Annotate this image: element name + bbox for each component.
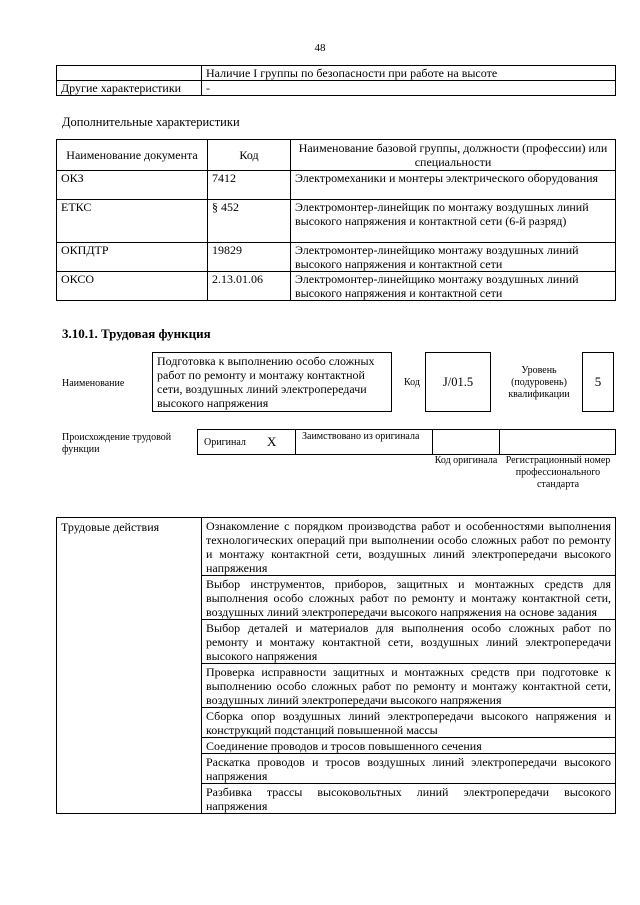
cell-name: Электромеханики и монтеры электрического оборудования [291,171,616,200]
name-label: Наименование [62,378,125,389]
labor-action-item: Выбор деталей и материалов для выполнения особо сложных работ по ремонту и монтажу контактной сети, воздушных линий электропередачи высокого напряжения [202,620,616,664]
table-row [57,272,616,301]
original-label: Оригинал [204,437,246,448]
header-code: Код [208,140,291,171]
cell-code: 2.13.01.06 [208,272,291,301]
cell-code: § 452 [208,200,291,243]
table-row [57,200,616,243]
labor-actions-table [56,517,616,814]
labor-action-item: Выбор инструментов, приборов, защитных и монтажных средств для выполнения особо сложных работ по ремонту и монтажу контактной сети, воздушных линий электропередачи высокого напряжения на основе задания [202,576,616,620]
function-name-box: Подготовка к выполнению особо сложных работ по ремонту и монтажу контактной сети, воздушных линий электропередачи высокого напряжения [152,352,392,412]
original-mark: X [267,434,277,449]
page-number: 48 [314,42,326,54]
level-value-box: 5 [582,352,614,412]
table-row [57,81,616,96]
reg-number-label: Регистрационный номер профессионального стандарта [505,455,611,490]
cell-document: ОКСО [57,272,208,301]
table-row [57,518,616,576]
table-row [57,171,616,200]
borrowed-cell [295,429,433,455]
cell-document: ЕТКС [57,200,208,243]
cell-code: 7412 [208,171,291,200]
header-document: Наименование документа [57,140,208,171]
labor-actions-label: Трудовые действия [57,518,202,814]
code-label: Код [404,377,420,388]
table-row [57,243,616,272]
table-row [57,66,616,81]
table-header-row [57,140,616,171]
cell-document: ОКЗ [57,171,208,200]
labor-action-item: Разбивка трассы высоковольтных линий электропередачи высокого напряжения [202,784,616,814]
additional-characteristics-table [56,139,616,301]
labor-action-item: Ознакомление с порядком производства работ и особенностями выполнения технологических операций при выполнении особо сложных работ по ремонту и монтажу контактной сети, воздушных линий электропередачи высокого напряжения [202,518,616,576]
row-label: Другие характеристики [57,81,202,96]
row-label [57,66,202,81]
qualification-requirements-table [56,65,616,96]
labor-action-item: Раскатка проводов и тросов воздушных линий электропередачи высокого напряжения [202,754,616,784]
additional-characteristics-title: Дополнительные характеристики [62,115,240,129]
cell-code: 19829 [208,243,291,272]
borrowed-label: Заимствовано из оригинала [302,431,420,442]
labor-action-item: Соединение проводов и тросов повышенного сечения [202,738,616,754]
level-label: Уровень (подуровень) квалификации [508,365,570,400]
header-name: Наименование базовой группы, должности (профессии) или специальности [291,140,616,171]
origin-label: Происхождение трудовой функции [62,432,172,455]
section-title: 3.10.1. Трудовая функция [62,326,211,341]
row-value: Наличие I группы по безопасности при работе на высоте [202,66,616,81]
code-original-cell [432,429,500,455]
code-original-label: Код оригинала [434,455,498,466]
cell-name: Электромонтер-линейщико монтажу воздушных линий высокого напряжения и контактной сети [291,272,616,301]
row-value: - [202,81,616,96]
reg-number-cell [499,429,616,455]
cell-document: ОКПДТР [57,243,208,272]
function-code-box: J/01.5 [425,352,491,412]
labor-action-item: Проверка исправности защитных и монтажных средств при подготовке к выполнению особо сложных работ по ремонту и монтажу контактной сети, воздушных линий электропередачи высокого напряжения [202,664,616,708]
original-cell [197,429,296,455]
cell-name: Электромонтер-линейщик по монтажу воздушных линий высокого напряжения и контактной сети (6-й разряд) [291,200,616,243]
cell-name: Электромонтер-линейщико монтажу воздушных линий высокого напряжения и контактной сети [291,243,616,272]
labor-action-item: Сборка опор воздушных линий электропередачи высокого напряжения и конструкций подстанций повышенной массы [202,708,616,738]
